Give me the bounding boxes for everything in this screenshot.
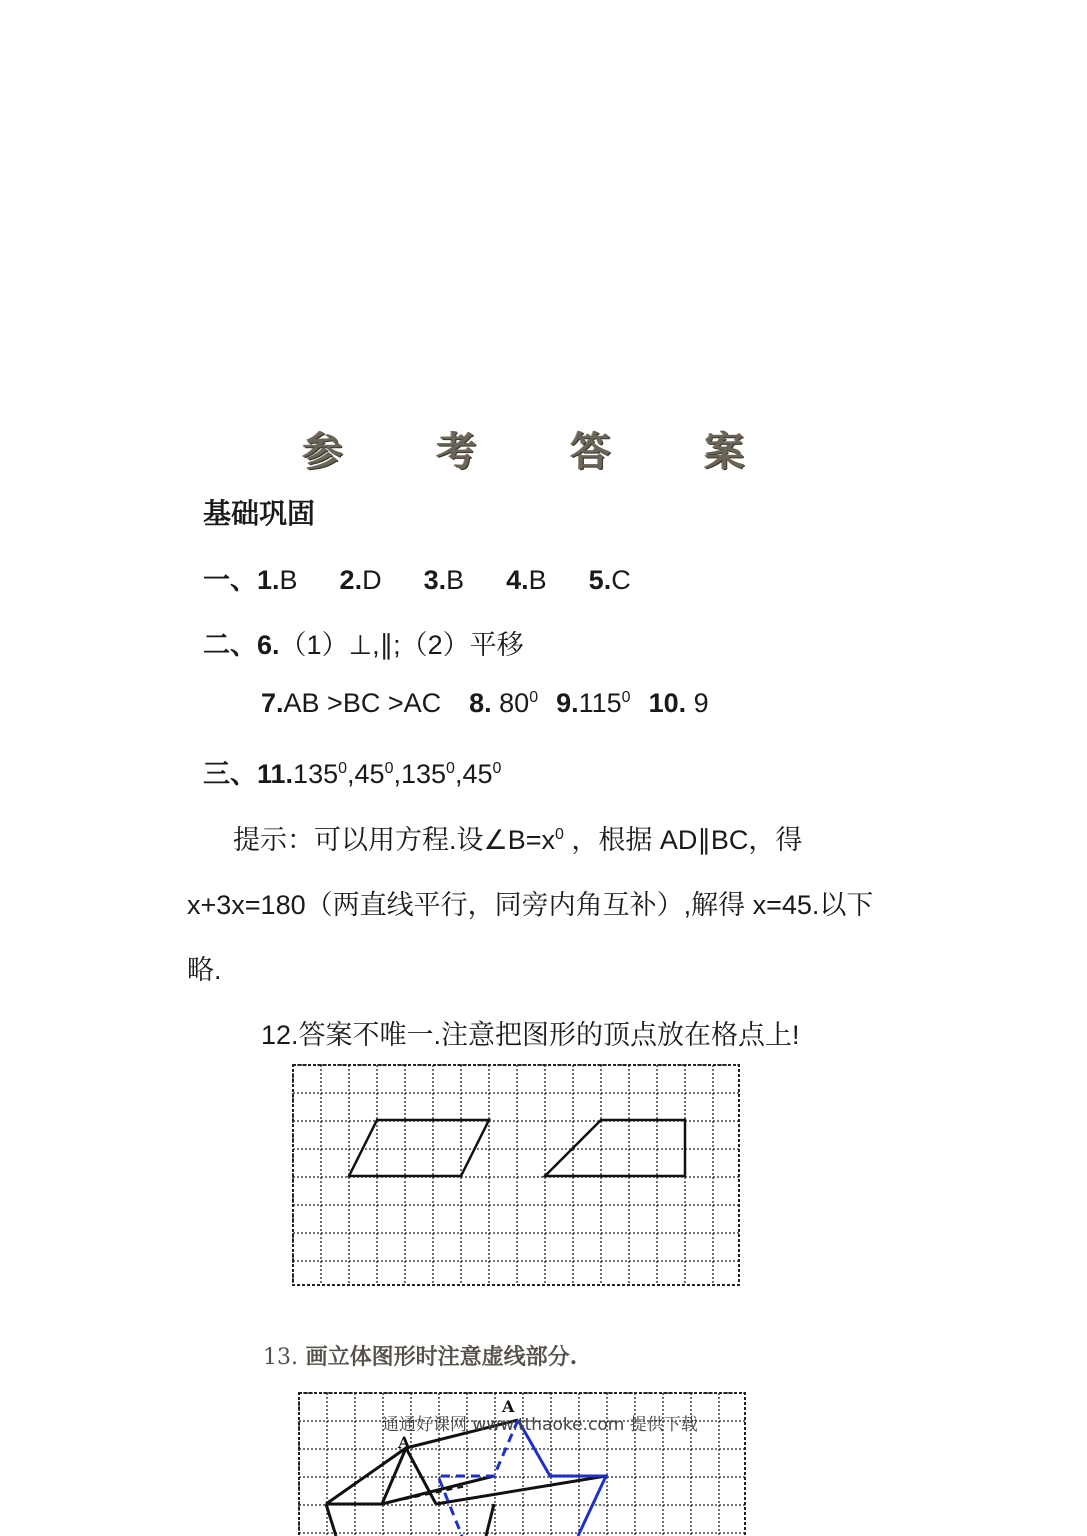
q4-answer: B xyxy=(528,565,547,595)
section-heading: 基础巩固 xyxy=(203,498,316,529)
answer-line-q11 xyxy=(203,752,501,791)
q5-answer: C xyxy=(611,565,631,595)
page-title: 参 考 答 案 xyxy=(302,428,785,475)
part2-label: 二、 xyxy=(203,630,257,660)
q7-num: 7. xyxy=(261,688,284,718)
degree-mark: 0 xyxy=(384,760,394,777)
vertex-label-a: A xyxy=(502,1397,515,1416)
q10-num: 10. xyxy=(648,688,687,718)
q6-num: 6. xyxy=(257,630,280,660)
trapezoid-shape xyxy=(545,1120,685,1176)
hint-text: 提示：可以用方程.设∠B=x xyxy=(233,825,555,855)
degree-mark: 0 xyxy=(446,760,455,777)
degree-mark: 0 xyxy=(338,760,348,777)
q3-num: 3. xyxy=(423,565,447,595)
part1-label: 一、 xyxy=(203,565,257,595)
q6-answer: （1）⊥,∥;（2）平移 xyxy=(279,630,524,660)
degree-mark: 0 xyxy=(529,689,539,706)
degree-mark: 0 xyxy=(621,689,631,706)
q11-num: 11. xyxy=(257,759,294,789)
q10-answer: 9 xyxy=(686,688,709,718)
q13-num: 13. xyxy=(263,1345,298,1370)
prism-edge xyxy=(486,1504,494,1536)
hint-text: ，根据 AD∥BC，得 xyxy=(563,825,803,855)
q1-num: 1. xyxy=(257,565,280,595)
answer-line-q6 xyxy=(203,623,524,662)
q12-text: 12.答案不唯一.注意把图形的顶点放在格点上! xyxy=(261,1020,800,1050)
answer-line-part1 xyxy=(203,558,631,597)
part3-label: 三、 xyxy=(203,759,257,789)
hint-line-1 xyxy=(233,818,802,857)
q5-num: 5. xyxy=(588,565,612,595)
figure-12-grid xyxy=(290,1062,742,1288)
q11-value: ,135 xyxy=(393,759,447,789)
q13-instruction: 画立体图形时注意虚线部分. xyxy=(298,1344,578,1370)
prism-edge xyxy=(382,1476,494,1504)
degree-mark: 0 xyxy=(492,760,502,777)
vertex-label-a: A xyxy=(398,1433,411,1452)
q2-num: 2. xyxy=(339,565,363,595)
hint-line-3: 略. xyxy=(187,955,222,985)
watermark: 通通好课网 www.tthaoke.com 提供下载 xyxy=(382,1415,698,1435)
q8-num: 8. xyxy=(469,688,492,718)
q9-answer: 115 xyxy=(578,688,622,718)
q11-value: ,45 xyxy=(347,759,385,789)
q1-answer: B xyxy=(279,565,298,595)
q11-value: 135 xyxy=(293,759,339,789)
q9-num: 9. xyxy=(556,688,579,718)
degree-mark: 0 xyxy=(554,826,564,843)
q13-text xyxy=(263,1340,577,1371)
q4-num: 4. xyxy=(506,565,529,595)
parallelogram-shape xyxy=(349,1120,489,1176)
hint-line-2: x+3x=180（两直线平行，同旁内角互补）,解得 x=45.以下 xyxy=(187,890,874,920)
q3-answer: B xyxy=(446,565,465,595)
q7-answer: AB >BC >AC xyxy=(283,688,442,718)
q8-answer: 80 xyxy=(491,688,530,718)
prism-edge xyxy=(326,1504,336,1536)
prism-edge xyxy=(436,1476,606,1504)
answer-line-q7-q10 xyxy=(261,688,709,719)
q2-answer: D xyxy=(362,565,382,595)
q11-value: ,45 xyxy=(454,759,493,789)
